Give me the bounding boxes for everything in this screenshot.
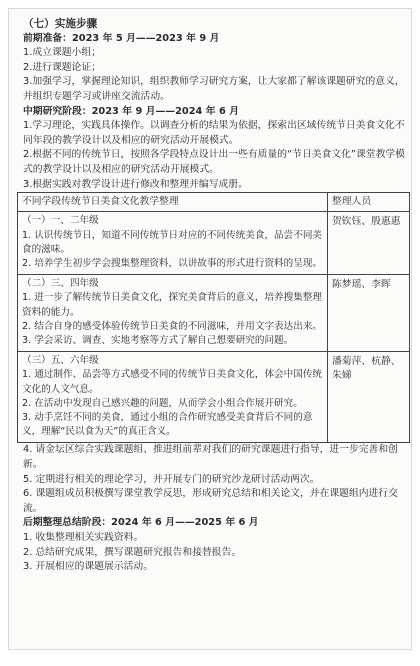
late-stage-label: 后期整理总结阶段：2024 年 6 月——2025 年 6 月 <box>23 517 259 529</box>
grade-item: 1. 认识传统节日，知道不同传统节日对应的不同传统美食，品尝不同美食的滋味。 <box>22 229 323 255</box>
grade-item: 2. 结合自身的感受体验传统节日美食的不同滋味，并用文字表达出来。 <box>22 320 323 332</box>
grade-item: 2. 培养学生初步学会搜集整理资料，以讲故事的形式进行资料的呈现。 <box>22 257 323 269</box>
mid-item: 3.根据实践对教学设计进行修改和整理并编写成册。 <box>23 178 248 190</box>
table-row <box>18 352 410 443</box>
grade-item: 2. 在活动中发现自己感兴趣的问题，从而学会小组合作展开研究。 <box>22 397 303 409</box>
table-header-people: 整理人员 <box>328 193 410 212</box>
mid-stage-label: 中期研究阶段：2023 年 9 月——2024 年 6 月 <box>23 105 239 117</box>
grade-table <box>17 192 410 443</box>
section-heading: （七）实施步骤 <box>23 18 98 30</box>
prep-item: 1.成立课题小组； <box>23 47 101 59</box>
grade-title: （三）五、六年级 <box>22 355 99 367</box>
mid-item: 5. 定期进行相关的理论学习，并开展专门的研究沙龙研讨活动两次。 <box>23 473 320 485</box>
grade-title: （一）一、二年级 <box>22 215 99 227</box>
grade-item: 3. 动手烹饪不同的美食，通过小组的合作研究感受美食背后不同的意义，理解“民以食为天”的真正含义。 <box>22 411 313 438</box>
grade-cell <box>18 212 328 275</box>
mid-item: 6. 课题组成员积极撰写课堂教学反思，形成研究总结和相关论文，并在课题组内进行交流。 <box>23 488 398 514</box>
grade-item: 1. 进一步了解传统节日美食文化，探究美食背后的意义，培养搜集整理资料的能力。 <box>22 292 323 318</box>
table-header-row <box>18 193 410 212</box>
people-cell: 潘菊萍、杭静、朱娣 <box>328 352 410 443</box>
document-page <box>8 8 412 650</box>
table-row <box>18 275 410 352</box>
prep-item: 3.加强学习，掌握理论知识，组织教师学习研究方案，让大家都了解该课题研究的意义，并组织专题学习或讲座交流活动。 <box>23 76 405 102</box>
mid-item: 4. 请金坛区综合实践课题组、推进组前辈对我们的研究课题进行指导，进一步完善和创新。 <box>23 444 398 470</box>
grade-cell <box>18 275 328 352</box>
table-row <box>18 212 410 275</box>
late-item: 2. 总结研究成果，撰写课题研究报告和接替报告。 <box>23 546 242 558</box>
prep-stage-label: 前期准备：2023 年 5 月——2023 年 9 月 <box>23 32 220 44</box>
table-header-content: 不同学段传统节日美食文化教学整理 <box>18 193 328 212</box>
grade-item: 3. 学会采访、调查、实地考察等方式了解自己想要研究的问题。 <box>22 334 294 346</box>
late-item: 1. 收集整理相关实践资料。 <box>23 531 144 543</box>
people-cell: 陈梦瑶、李晖 <box>328 275 410 352</box>
mid-item: 2.根据不同的传统节日，按照各学段特点设计出一些有质量的“节日美食文化”课堂教学模式的教学设计以及相应的研究活动开展模式。 <box>23 149 405 175</box>
document-body <box>23 17 405 575</box>
grade-title: （二）三、四年级 <box>22 278 99 290</box>
people-cell: 贺钦钰、殷惠惠 <box>328 212 410 275</box>
mid-item: 1.学习理论，实践具体操作。以调查分析的结果为依据，探索出区域传统节日美食文化不同年段的教学设计以及相应的研究活动开展模式。 <box>23 120 405 146</box>
late-item: 3. 开展相应的课题展示活动。 <box>23 561 154 573</box>
grade-item: 1. 通过制作、品尝等方式感受不同的传统节日美食文化，体会中国传统文化的人文气息。 <box>22 369 323 395</box>
grade-cell <box>18 352 328 443</box>
prep-item: 2.进行课题论证； <box>23 61 101 73</box>
